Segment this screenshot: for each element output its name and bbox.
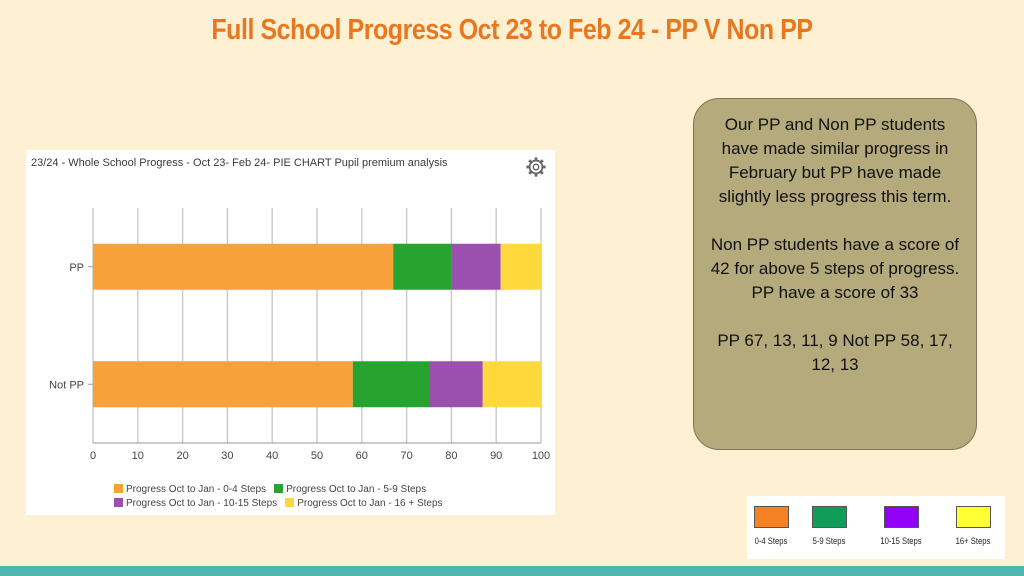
chart-legend bbox=[114, 483, 544, 511]
x-tick-label: 100 bbox=[531, 450, 551, 462]
x-tick-label: 0 bbox=[89, 450, 97, 462]
y-category-label: PP bbox=[69, 261, 84, 274]
legend-swatch bbox=[114, 484, 123, 493]
bar-segment[interactable] bbox=[93, 244, 393, 290]
chart-card bbox=[26, 150, 555, 515]
key-label: 5-9 Steps bbox=[812, 536, 846, 546]
key-label: 10-15 Steps bbox=[880, 536, 922, 546]
commentary-paragraph: Our PP and Non PP students have made similar progress in February but PP have made slightly less progress this term. bbox=[718, 115, 952, 206]
x-tick-label: 40 bbox=[266, 450, 279, 462]
slide-title: Full School Progress Oct 23 to Feb 24 - PP V Non PP bbox=[211, 14, 813, 46]
legend-item[interactable] bbox=[114, 483, 266, 497]
x-tick-label: 20 bbox=[176, 450, 189, 462]
chart-title: 23/24 - Whole School Progress - Oct 23- Feb 24- PIE CHART Pupil premium analysis bbox=[31, 157, 448, 169]
key-swatch bbox=[956, 506, 991, 528]
stacked-bar-chart bbox=[26, 150, 555, 515]
x-tick-label: 10 bbox=[131, 450, 144, 462]
x-tick-label: 70 bbox=[400, 450, 413, 462]
key-swatch bbox=[754, 506, 789, 528]
bar-segment[interactable] bbox=[483, 361, 541, 407]
bar-segment[interactable] bbox=[93, 361, 353, 407]
x-tick-label: 30 bbox=[221, 450, 234, 462]
legend-item[interactable] bbox=[274, 483, 426, 497]
legend-row bbox=[114, 497, 544, 511]
x-tick-label: 50 bbox=[310, 450, 324, 462]
key-item bbox=[801, 506, 857, 546]
x-tick-label: 80 bbox=[445, 450, 458, 462]
legend-label: Progress Oct to Jan - 0-4 Steps bbox=[126, 484, 267, 495]
bar-segment[interactable] bbox=[429, 361, 483, 407]
bar-segment[interactable] bbox=[501, 244, 541, 290]
y-category-label: Not PP bbox=[49, 379, 84, 392]
key-swatch bbox=[884, 506, 919, 528]
bar-segment[interactable] bbox=[393, 244, 451, 290]
key-label: 16+ Steps bbox=[955, 536, 991, 546]
key-label: 0-4 Steps bbox=[754, 536, 788, 546]
color-key bbox=[747, 496, 1005, 559]
commentary-paragraph: PP 67, 13, 11, 9 Not PP 58, 17, 12, 13 bbox=[717, 331, 953, 374]
bar-segment[interactable] bbox=[451, 244, 500, 290]
legend-item[interactable] bbox=[285, 497, 442, 511]
legend-label: Progress Oct to Jan - 5-9 Steps bbox=[286, 484, 427, 495]
legend-item[interactable] bbox=[114, 497, 277, 511]
legend-swatch bbox=[285, 498, 294, 507]
legend-swatch bbox=[114, 498, 123, 507]
x-tick-label: 90 bbox=[490, 450, 503, 462]
commentary-paragraph: Non PP students have a score of 42 for above 5 steps of progress. PP have a score of 33 bbox=[710, 235, 960, 302]
key-item bbox=[945, 506, 1001, 546]
key-swatch bbox=[812, 506, 847, 528]
legend-row bbox=[114, 483, 544, 497]
legend-swatch bbox=[274, 484, 283, 493]
legend-label: Progress Oct to Jan - 16 + Steps bbox=[297, 498, 443, 509]
legend-label: Progress Oct to Jan - 10-15 Steps bbox=[126, 498, 278, 509]
bottom-accent-strip bbox=[0, 566, 1024, 576]
x-tick-label: 60 bbox=[355, 450, 368, 462]
commentary-box bbox=[693, 98, 977, 450]
bar-segment[interactable] bbox=[353, 361, 429, 407]
key-item bbox=[743, 506, 799, 546]
key-item bbox=[873, 506, 929, 546]
